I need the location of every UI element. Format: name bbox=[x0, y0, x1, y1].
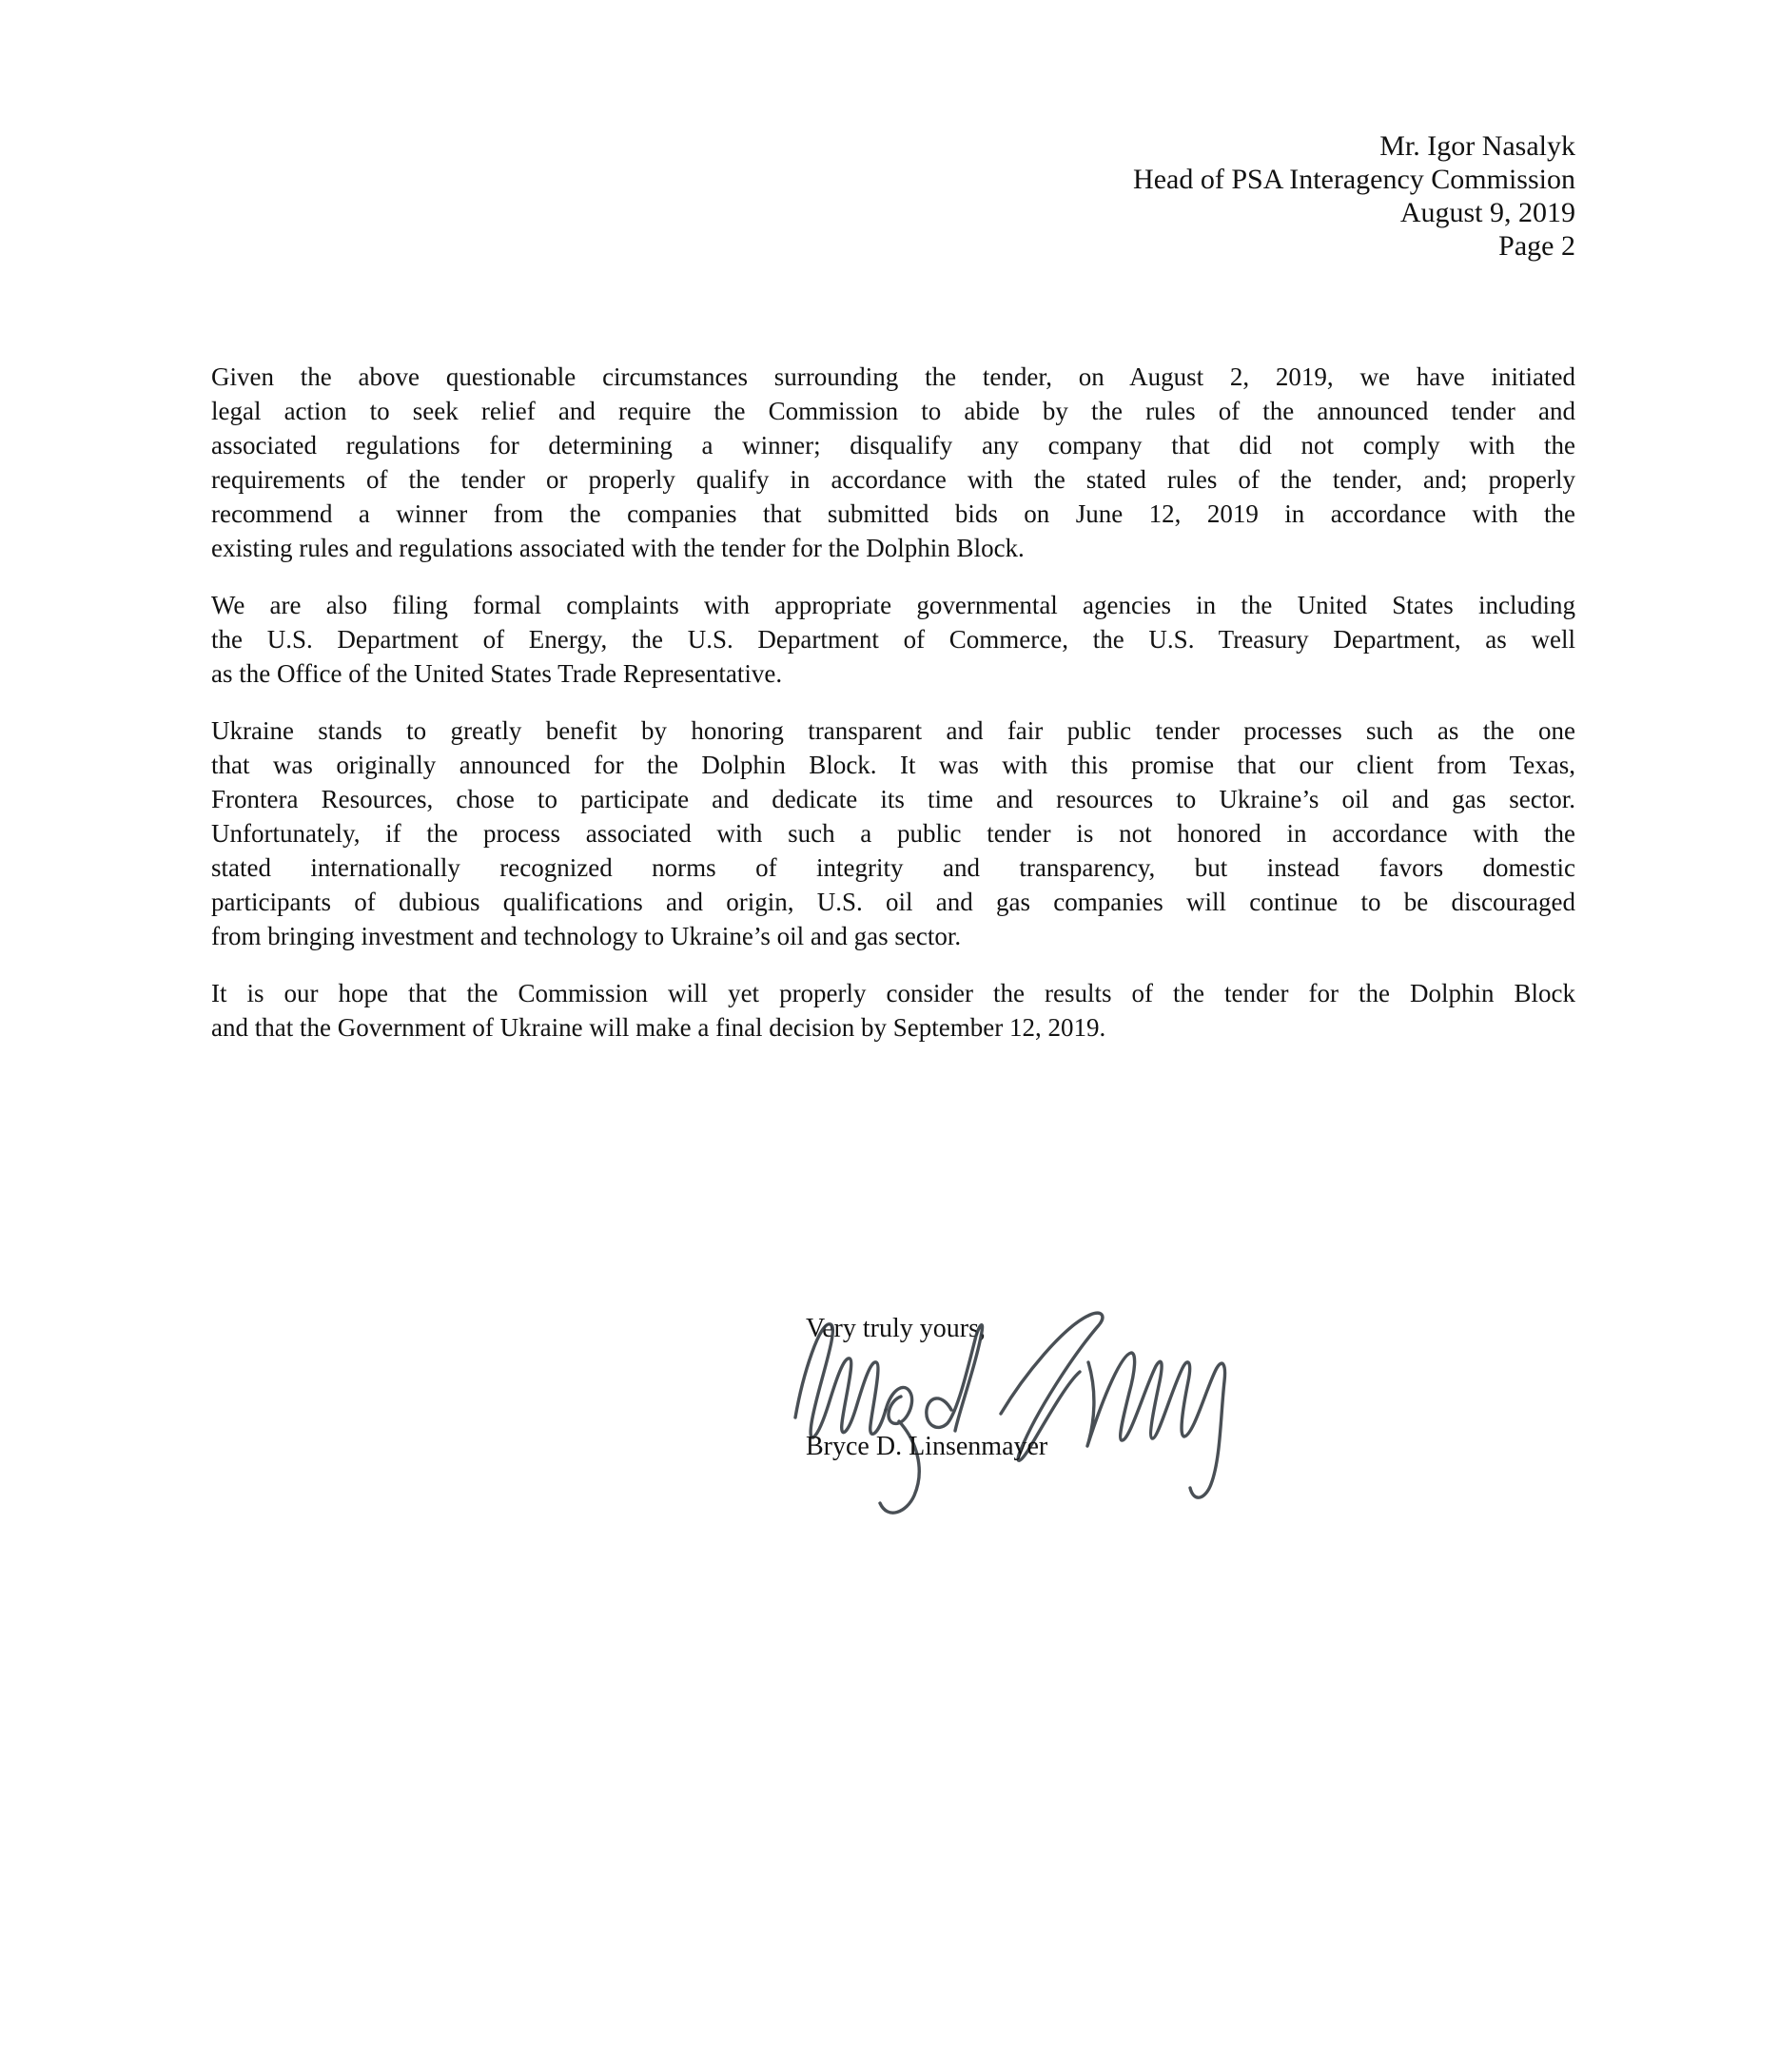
body-line: Given the above questionable circumstances surrounding the tender, on August 2, 2019, we have initiated bbox=[211, 362, 1575, 391]
letter-date: August 9, 2019 bbox=[1399, 197, 1575, 228]
body-line: stated internationally recognized norms of integrity and transparency, but instead favors domestic bbox=[211, 853, 1575, 882]
body-line: Frontera Resources, chose to participate and dedicate its time and resources to Ukraine’s oil and gas sector. bbox=[211, 785, 1575, 813]
body-line: existing rules and regulations associated with the tender for the Dolphin Block. bbox=[211, 534, 1025, 562]
paragraph bbox=[211, 588, 1575, 691]
body-line: requirements of the tender or properly qualify in accordance with the stated rules of the tender, and; properly bbox=[211, 465, 1575, 494]
body-line: Ukraine stands to greatly benefit by honoring transparent and fair public tender processes such as the one bbox=[211, 716, 1575, 745]
body-line: participants of dubious qualifications and origin, U.S. oil and gas companies will continue to be discouraged bbox=[211, 888, 1575, 916]
recipient-title: Head of PSA Interagency Commission bbox=[1133, 164, 1575, 195]
signer-name: Bryce D. Linsenmayer bbox=[806, 1432, 1048, 1461]
valediction: Very truly yours, bbox=[806, 1314, 986, 1343]
body-line: the U.S. Department of Energy, the U.S. Department of Commerce, the U.S. Treasury Department, as well bbox=[211, 625, 1575, 654]
paragraph bbox=[211, 360, 1575, 565]
paragraph bbox=[211, 713, 1575, 953]
body-line: legal action to seek relief and require the Commission to abide by the rules of the announced tender and bbox=[211, 397, 1575, 425]
body-line: We are also filing formal complaints with appropriate governmental agencies in the United States including bbox=[211, 591, 1575, 619]
body-line: from bringing investment and technology to Ukraine’s oil and gas sector. bbox=[211, 922, 962, 950]
body-line: associated regulations for determining a winner; disqualify any company that did not comply with the bbox=[211, 431, 1575, 459]
body-line: as the Office of the United States Trade Representative. bbox=[211, 659, 783, 688]
body-line: that was originally announced for the Dolphin Block. It was with this promise that our client from Texas, bbox=[211, 751, 1575, 779]
body-line: Unfortunately, if the process associated with such a public tender is not honored in accordance with the bbox=[211, 819, 1575, 848]
body-line: and that the Government of Ukraine will make a final decision by September 12, 2019. bbox=[211, 1013, 1106, 1042]
letter-header bbox=[1133, 129, 1575, 263]
page-number: Page 2 bbox=[1498, 230, 1575, 262]
paragraph bbox=[211, 976, 1575, 1045]
body-line: It is our hope that the Commission will yet properly consider the results of the tender for the Dolphin Block bbox=[211, 979, 1575, 1007]
signature-scribble bbox=[788, 1296, 1256, 1530]
body-line: recommend a winner from the companies that submitted bids on June 12, 2019 in accordance with the bbox=[211, 499, 1575, 528]
recipient-name: Mr. Igor Nasalyk bbox=[1379, 130, 1575, 162]
letter-body bbox=[211, 360, 1575, 1045]
